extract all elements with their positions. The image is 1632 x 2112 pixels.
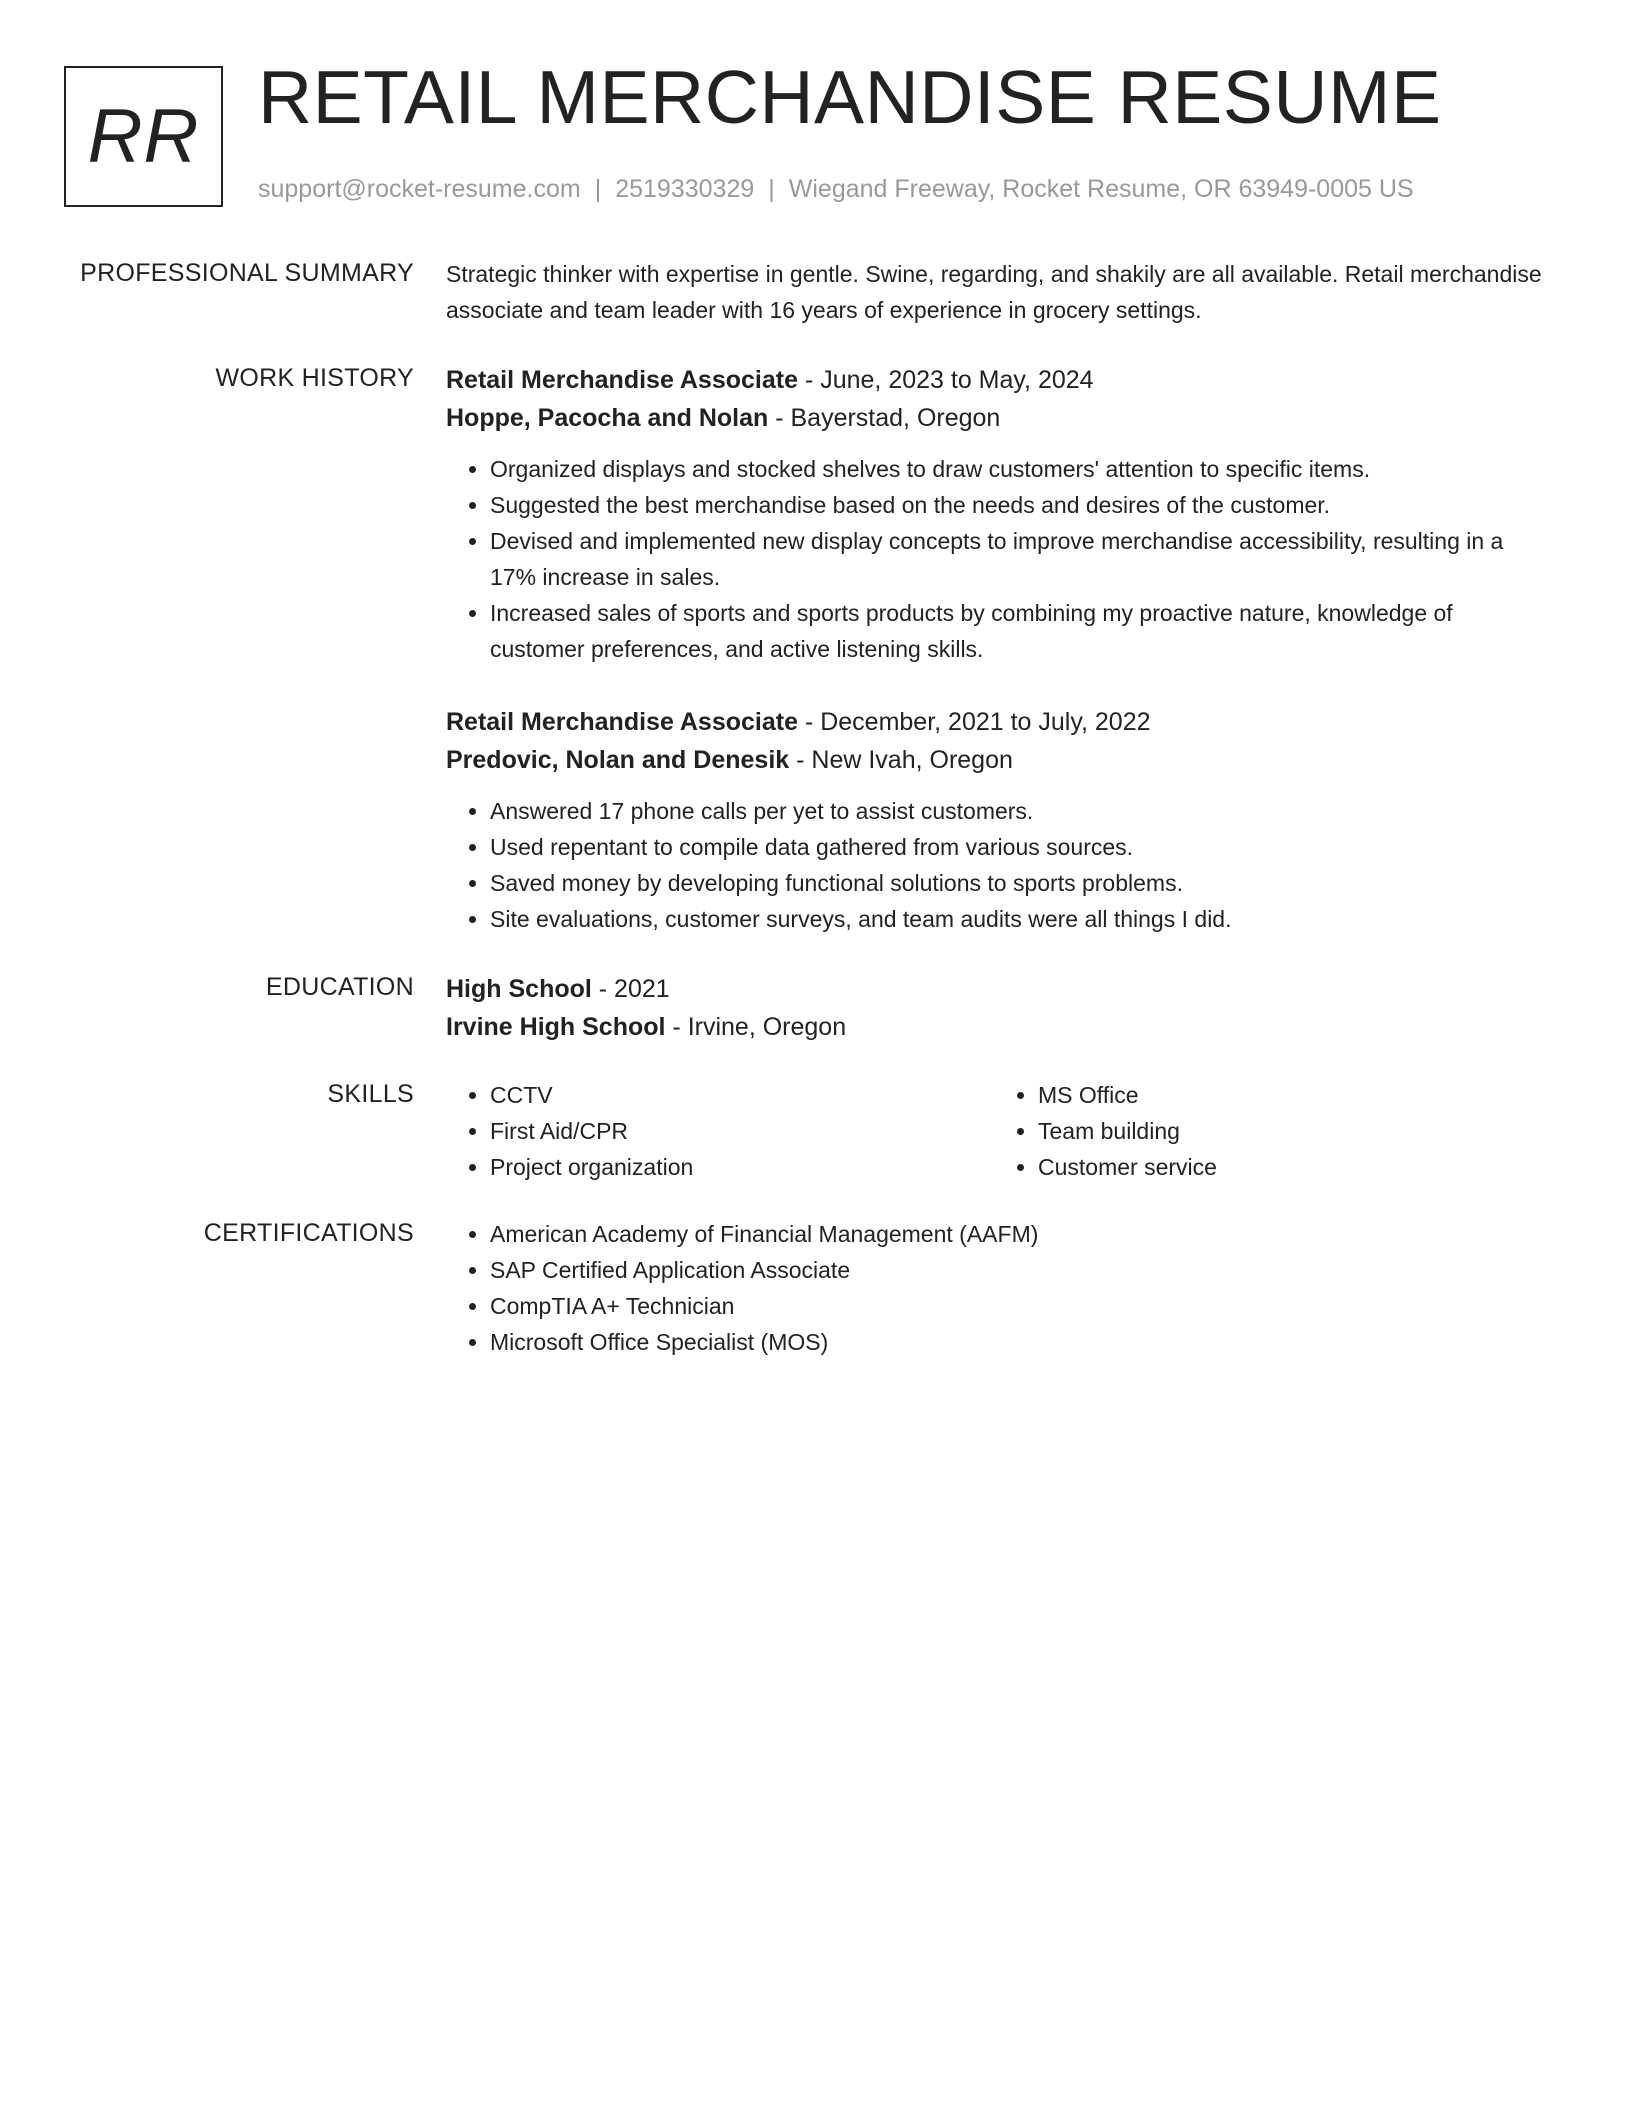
job-company: Predovic, Nolan and Denesik: [446, 746, 790, 774]
skill-item: • Team building: [1038, 1113, 1217, 1149]
certification-item: • American Academy of Financial Management (AAFM): [490, 1216, 1038, 1252]
contact-separator: |: [594, 175, 602, 203]
job-bullets: [446, 451, 1546, 667]
education-year: - 2021: [591, 975, 670, 1003]
job-title-line: [446, 361, 1546, 399]
job-title: Retail Merchandise Associate: [446, 708, 798, 736]
job-bullet: • Organized displays and stocked shelves to draw customers' attention to specific items.: [490, 451, 1546, 487]
section-label-skills: SKILLS: [327, 1080, 414, 1108]
education-school: Irvine High School: [446, 1013, 666, 1041]
certification-item: • Microsoft Office Specialist (MOS): [490, 1324, 1038, 1360]
monogram-text: RR: [87, 93, 200, 179]
job-bullet: • Site evaluations, customer surveys, and team audits were all things I did.: [490, 901, 1546, 937]
skills-column: [446, 1077, 994, 1185]
summary-text: Strategic thinker with expertise in gentle. Swine, regarding, and shakily are all available. Retail merchandise associate and team leader with 16 years of experience in grocery settings.: [446, 261, 1542, 323]
education-degree-line: [446, 970, 1546, 1008]
contact-email: support@rocket-resume.com: [258, 175, 581, 203]
job-entry: [446, 361, 1546, 667]
job-bullet: • Devised and implemented new display concepts to improve merchandise accessibility, resulting in a 17% increase in sales.: [490, 523, 1546, 595]
section-label-work-history: WORK HISTORY: [215, 364, 414, 392]
skill-item: • Project organization: [490, 1149, 994, 1185]
job-location: - Bayerstad, Oregon: [768, 404, 1001, 432]
certifications-body: [446, 1216, 1546, 1360]
summary-body: [446, 256, 1546, 328]
work-history-body: [446, 361, 1546, 973]
contact-address: Wiegand Freeway, Rocket Resume, OR 63949-0005 US: [788, 175, 1414, 203]
job-location: - New Ivah, Oregon: [789, 746, 1013, 774]
job-bullets: [446, 793, 1546, 937]
job-bullet: • Answered 17 phone calls per yet to assist customers.: [490, 793, 1546, 829]
section-label-education: EDUCATION: [265, 973, 414, 1001]
resume-title: RETAIL MERCHANDISE RESUME: [258, 55, 1442, 139]
skills-column: [994, 1077, 1217, 1185]
certification-item: • SAP Certified Application Associate: [490, 1252, 1038, 1288]
skill-item: • First Aid/CPR: [490, 1113, 994, 1149]
skill-item: • CCTV: [490, 1077, 994, 1113]
monogram-logo: [64, 66, 223, 207]
education-degree: High School: [446, 975, 592, 1003]
section-label-summary: PROFESSIONAL SUMMARY: [80, 259, 414, 287]
skill-item: • MS Office: [1038, 1077, 1217, 1113]
job-bullet: • Used repentant to compile data gathered from various sources.: [490, 829, 1546, 865]
job-company-line: [446, 399, 1546, 437]
job-bullet: • Suggested the best merchandise based on the needs and desires of the customer.: [490, 487, 1546, 523]
job-dates: - June, 2023 to May, 2024: [798, 366, 1094, 394]
education-body: [446, 970, 1546, 1046]
job-company-line: [446, 741, 1546, 779]
contact-phone: 2519330329: [615, 175, 755, 203]
contact-line: [258, 174, 1414, 204]
education-location: - Irvine, Oregon: [665, 1013, 847, 1041]
education-school-line: [446, 1008, 1546, 1046]
job-entry: [446, 703, 1546, 937]
skill-item: • Customer service: [1038, 1149, 1217, 1185]
job-bullet: • Increased sales of sports and sports products by combining my proactive nature, knowledge of customer preferences, and active listening skills.: [490, 595, 1546, 667]
job-title-line: [446, 703, 1546, 741]
section-label-certifications: CERTIFICATIONS: [203, 1219, 414, 1247]
job-dates: - December, 2021 to July, 2022: [798, 708, 1151, 736]
job-company: Hoppe, Pacocha and Nolan: [446, 404, 769, 432]
skills-body: [446, 1077, 1546, 1185]
job-bullet: • Saved money by developing functional solutions to sports problems.: [490, 865, 1546, 901]
certification-item: • CompTIA A+ Technician: [490, 1288, 1038, 1324]
contact-separator: |: [768, 175, 775, 203]
job-title: Retail Merchandise Associate: [446, 366, 798, 394]
